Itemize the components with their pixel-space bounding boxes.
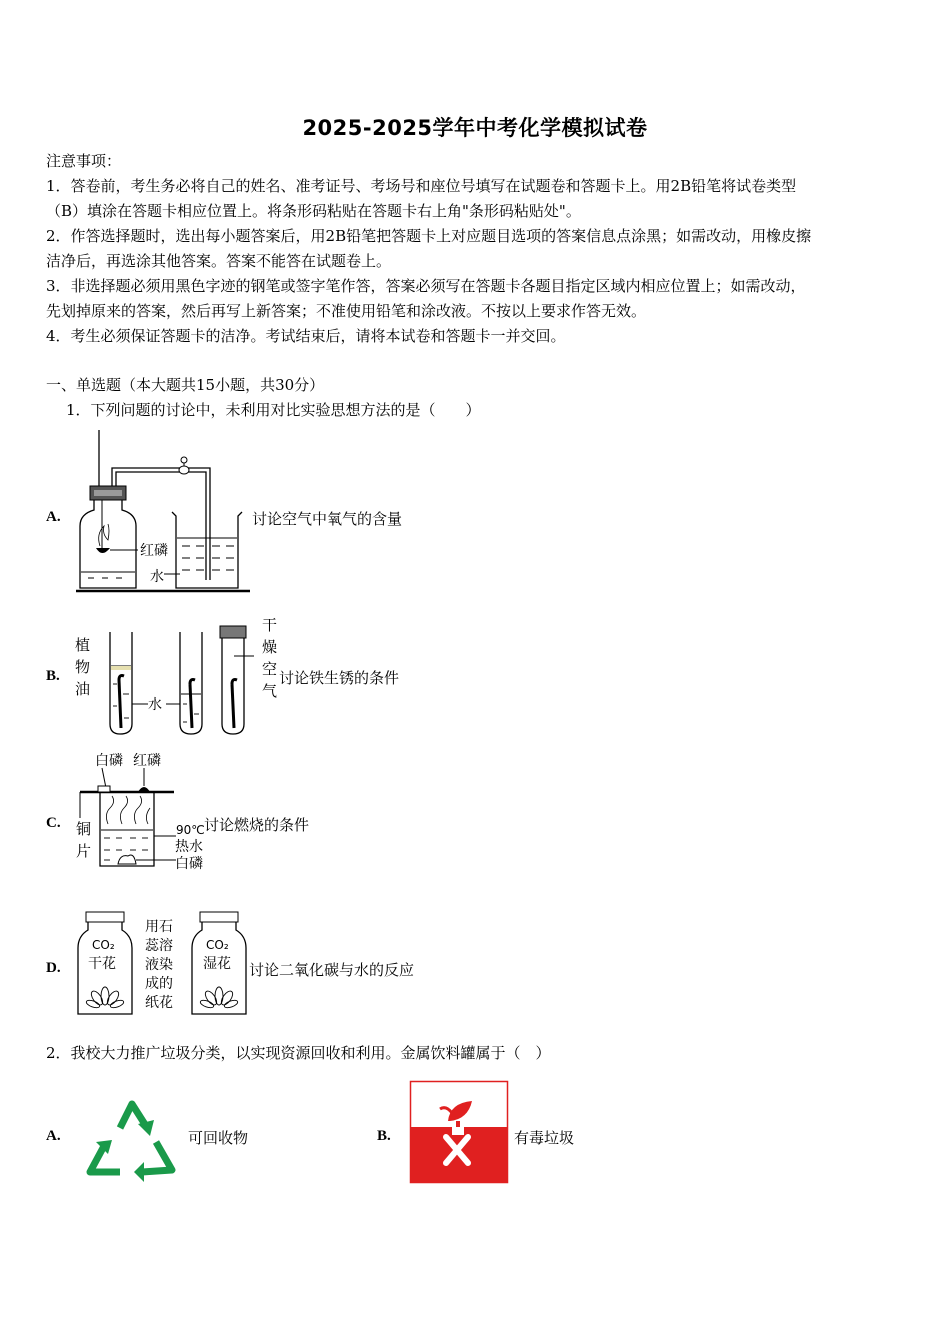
label-water-a: 水 [150, 569, 164, 585]
toxic-waste-icon [410, 1081, 508, 1183]
q1-option-b-text: 讨论铁生锈的条件 [279, 669, 400, 687]
label-white-phosphorus-bottom: 白磷 [175, 856, 203, 872]
notice-line-4: 洁净后，再选涂其他答案。答案不能答在试题卷上。 [46, 252, 392, 270]
label-water-b: 水 [148, 697, 162, 713]
notice-line-1: 1．答卷前，考生务必将自己的姓名、准考证号、考场号和座位号填写在试题卷和答题卡上。用2B铅笔将试卷类型 [46, 177, 797, 195]
label-dry-air: 干燥空气 [262, 616, 278, 700]
label-red-phosphorus-a: 红磷 [140, 543, 168, 559]
label-white-phosphorus-top: 白磷 [95, 753, 123, 769]
label-vegetable-oil: 植物油 [75, 636, 91, 698]
q2-option-b-text: 有毒垃圾 [514, 1129, 575, 1147]
q1-option-c-letter: C. [46, 815, 61, 831]
q1-stem: 1．下列问题的讨论中，未利用对比实验思想方法的是（ ） [66, 401, 481, 419]
notice-line-5: 3．非选择题必须用黑色字迹的钢笔或签字笔作答，答案必须写在答题卡各题目指定区域内相应位置上；如需改动， [46, 277, 806, 295]
q2-stem: 2．我校大力推广垃圾分类，以实现资源回收和利用。金属饮料罐属于（ ） [46, 1044, 551, 1062]
label-temp: 90℃ [176, 823, 205, 837]
notice-heading: 注意事项： [46, 152, 122, 170]
q1-option-a-letter: A. [46, 509, 61, 525]
recycle-icon [80, 1090, 186, 1186]
label-litmus-flower: 用石蕊溶液染成的纸花 [145, 919, 173, 1011]
label-wet-flower: 湿花 [203, 956, 231, 972]
q1-option-b-letter: B. [46, 668, 60, 684]
q2-option-a-text: 可回收物 [188, 1129, 249, 1147]
q1-option-d-letter: D. [46, 960, 61, 976]
label-red-phosphorus-top: 红磷 [133, 753, 161, 769]
q2-option-a-letter: A. [46, 1128, 61, 1144]
label-dry-flower: 干花 [88, 956, 116, 972]
notice-line-7: 4．考生必须保证答题卡的洁净。考试结束后，请将本试卷和答题卡一并交回。 [46, 327, 566, 345]
label-hot-water: 热水 [175, 839, 203, 855]
apparatus-iron-rust-diagram [104, 624, 254, 736]
label-co2-a: CO₂ [92, 938, 115, 952]
q2-option-b-letter: B. [377, 1128, 391, 1144]
notice-line-6: 先划掉原来的答案，然后再写上新答案；不准使用铅笔和涂改液。不按以上要求作答无效。 [46, 302, 647, 320]
label-co2-b: CO₂ [206, 938, 229, 952]
q1-option-d-text: 讨论二氧化碳与水的反应 [249, 961, 415, 979]
notice-line-2: （B）填涂在答题卡相应位置上。将条形码粘贴在答题卡右上角"条形码粘贴处"。 [46, 202, 581, 220]
label-copper-sheet: 铜片 [76, 820, 92, 860]
q1-option-c-text: 讨论燃烧的条件 [204, 816, 310, 834]
page-title: 2025-2025学年中考化学模拟试卷 [302, 116, 648, 140]
q1-option-a-text: 讨论空气中氧气的含量 [252, 510, 403, 528]
section-heading: 一、单选题（本大题共15小题，共30分） [46, 376, 325, 394]
notice-line-3: 2．作答选择题时，选出每小题答案后，用2B铅笔把答题卡上对应题目选项的答案信息点涂黑；如需改动，用橡皮擦 [46, 227, 812, 245]
